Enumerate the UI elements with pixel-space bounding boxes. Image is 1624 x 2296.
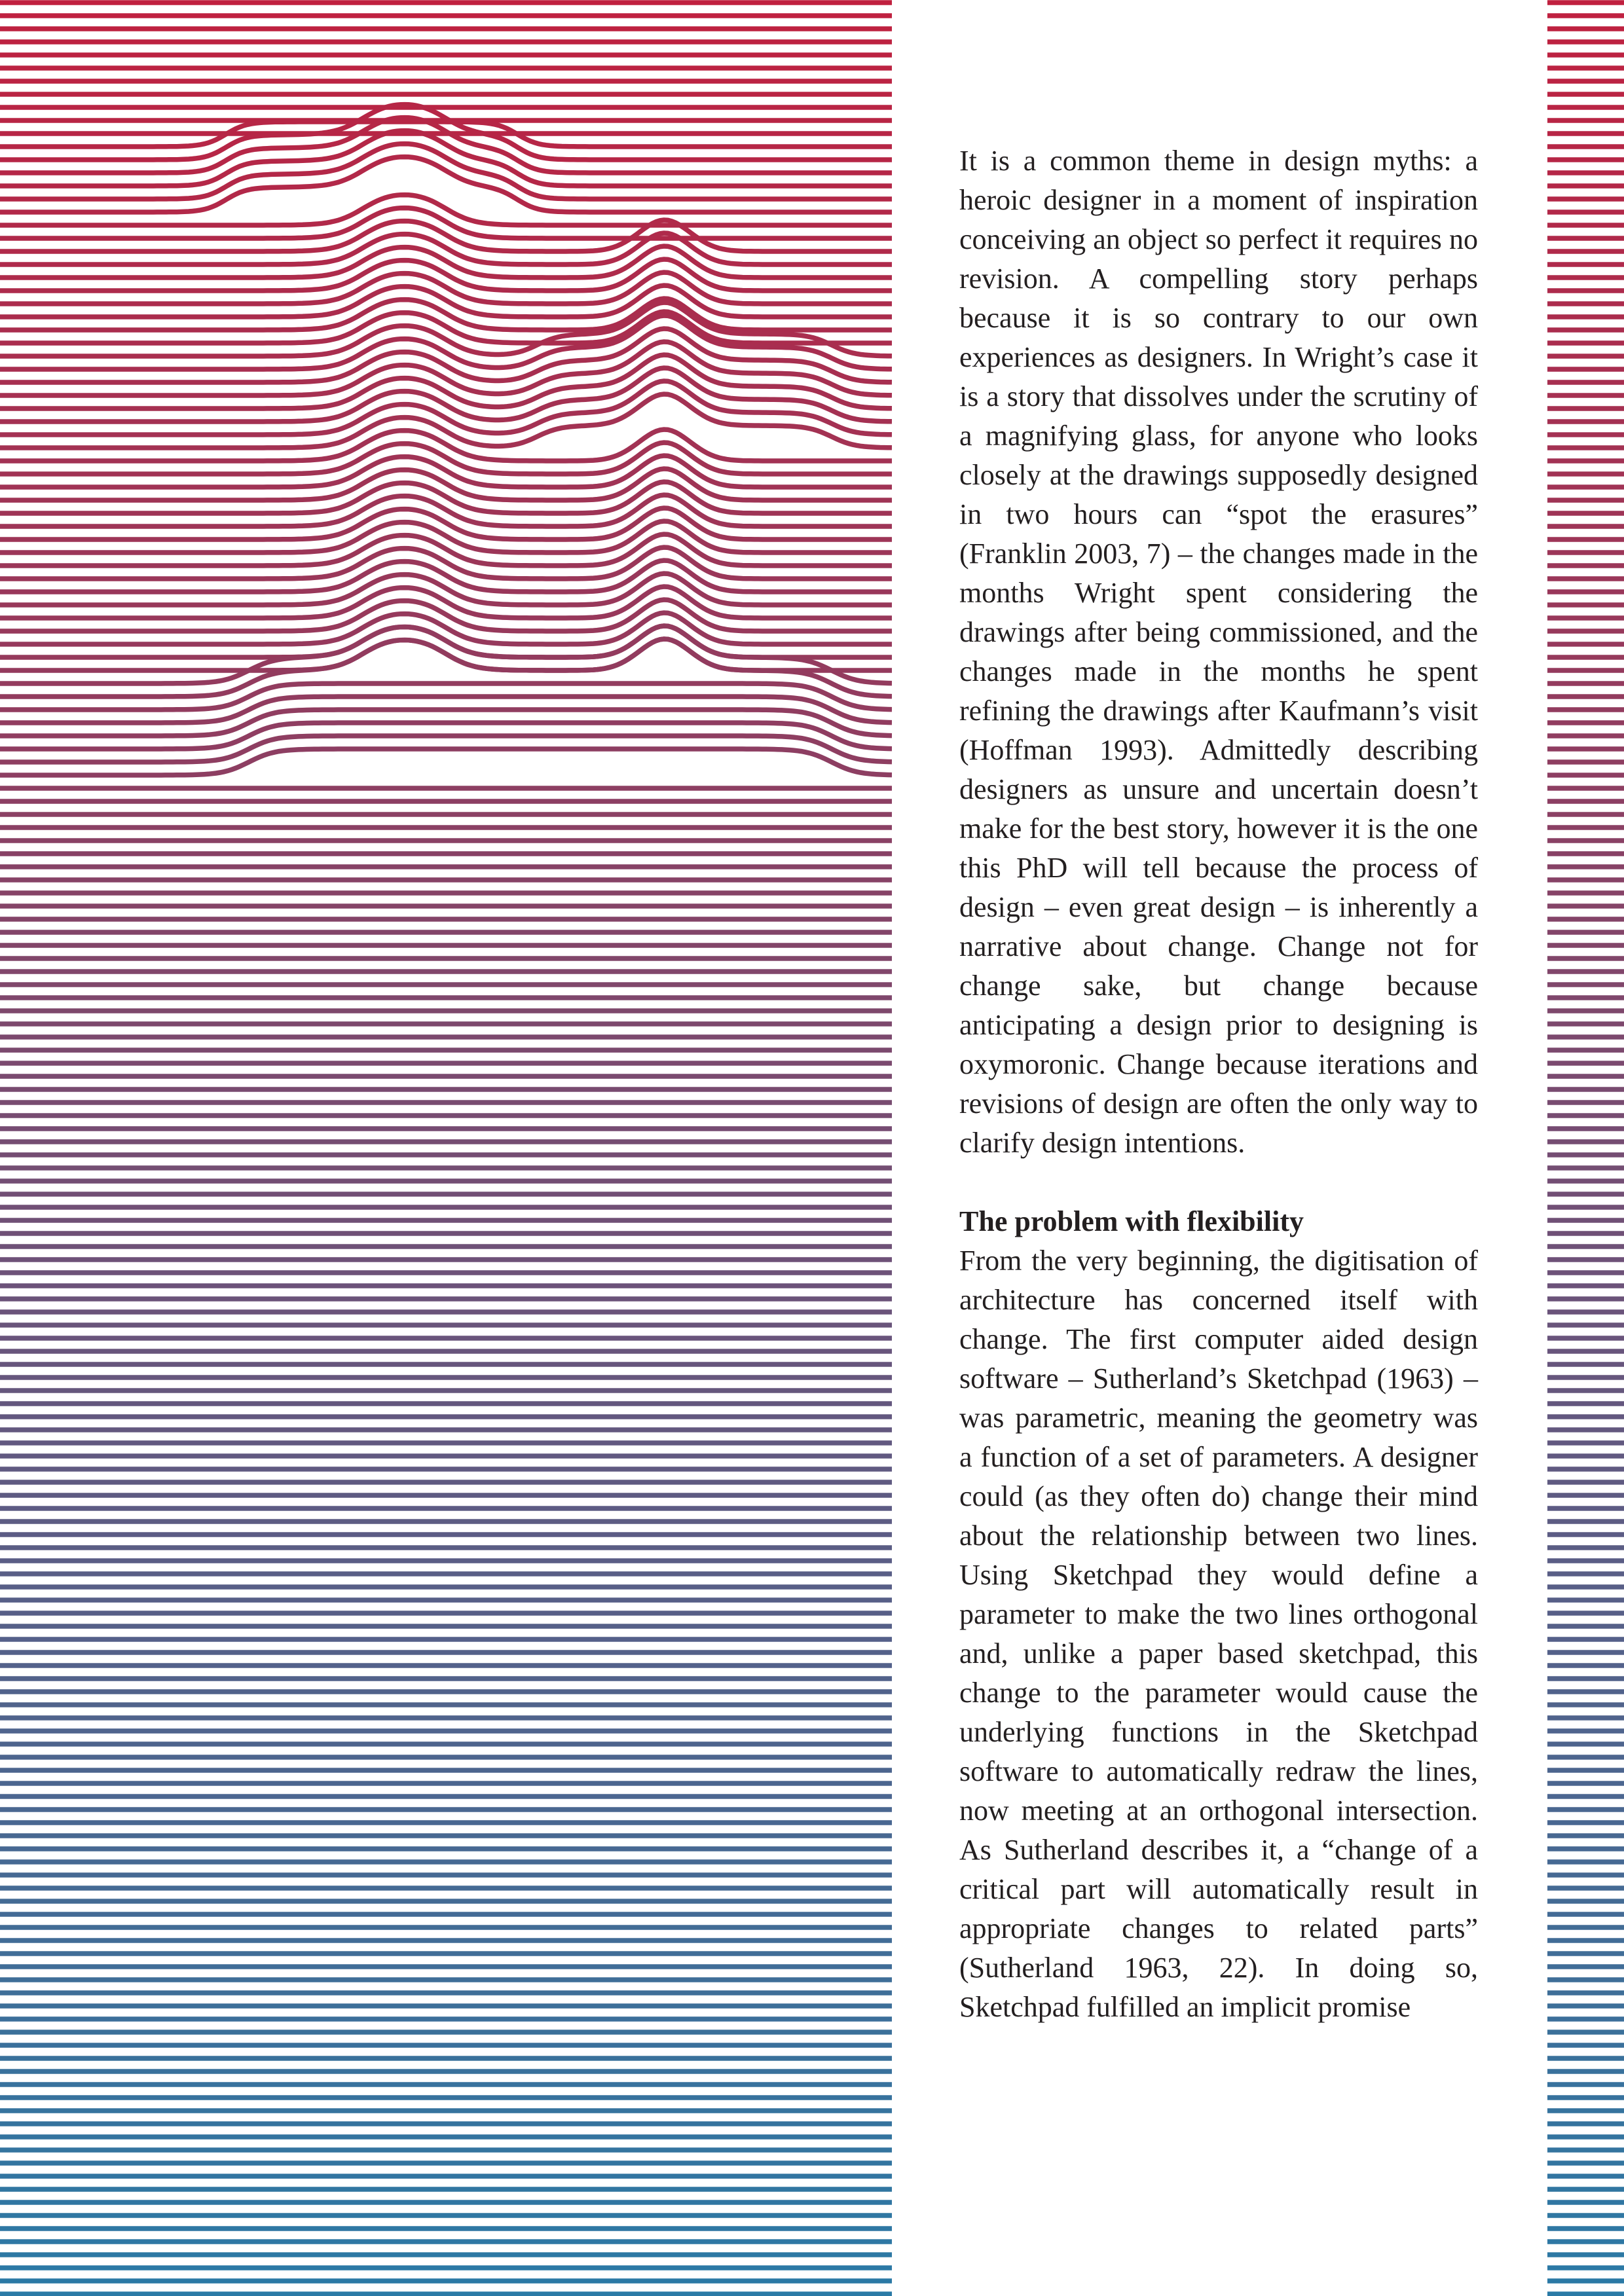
intro-paragraph: It is a common theme in design myths: a heroic designer in a moment of inspiration conceiving an object so perfect it requires no revision. A compelling story perhaps because it is so contrary to our own experiences as designers. In Wright’s case it is a story that dissolves under the scrutiny of a magnifying glass, for anyone who looks closely at the drawings supposedly designed in two hours can “spot the erasures” (Franklin 2003, 7) – the changes made in the months Wright spent considering the drawings after being commissioned, and the changes made in the months he spent refining the drawings after Kaufmann’s visit (Hoffman 1993). Admittedly describing designers as unsure and uncertain doesn’t make for the best story, however it is the one this PhD will tell because the process of design – even great design – is inherently a narrative about change. Change not for change sake, but change because anticipating a design prior to designing is oxymoronic. Change because iterations and revisions of design are often the only way to clarify design intentions.	[959, 145, 1478, 1159]
edge-stripe-decoration	[1547, 0, 1624, 2296]
flexibility-paragraph: From the very beginning, the digitisation of architecture has concerned itself with change. The first computer aided design software – Sutherland’s Sketchpad (1963) – was parametric, meaning the geometry was a function of a set of parameters. A designer could (as they often do) change their mind about the relationship between two lines. Using Sketchpad they would define a parameter to make the two lines orthogonal and, unlike a paper based sketchpad, this change to the parameter would cause the underlying functions in the Sketchpad software to automatically redraw the lines, now meeting at an orthogonal intersection. As Sutherland describes it, a “change of a critical part will automatically result in appropriate changes to related parts” (Sutherland 1963, 22). In doing so, Sketchpad fulfilled an implicit promise	[959, 1245, 1478, 2023]
section-heading: The problem with flexibility	[959, 1205, 1304, 1237]
stripe-line-53	[0, 639, 892, 697]
body-text-column	[959, 141, 1478, 2027]
